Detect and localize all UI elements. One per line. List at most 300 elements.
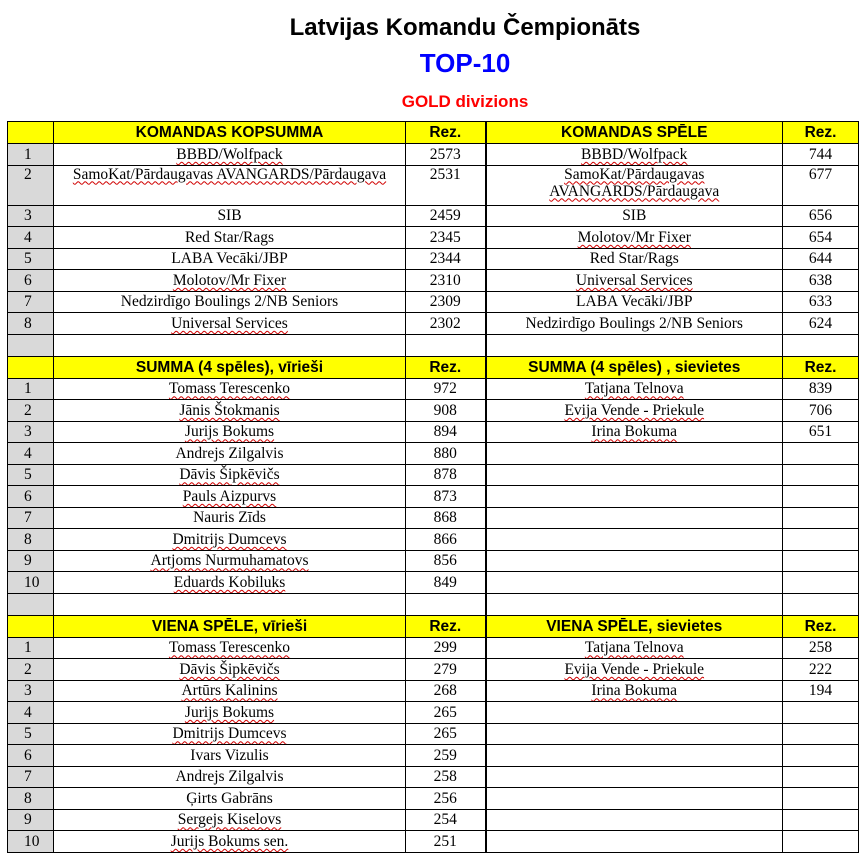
- left-value-cell: [406, 227, 486, 249]
- right-name-cell: [486, 723, 783, 745]
- right-name-cell-text: LABA Vecāki/JBP: [576, 293, 693, 311]
- rank-cell: [8, 464, 54, 486]
- left-name-cell: [54, 809, 406, 831]
- right-name-cell: [486, 313, 783, 335]
- rank-cell-text: 4: [24, 228, 32, 246]
- section-header-row: [8, 356, 859, 378]
- left-name-cell-text: Dāvis Šipkēvičs: [179, 466, 280, 484]
- left-rez-header-text: Rez.: [429, 358, 462, 376]
- right-value-cell-text: 651: [808, 423, 833, 441]
- right-name-cell-text: Irina Bokuma: [591, 682, 678, 700]
- right-name-cell-text: Red Star/Rags: [589, 250, 679, 268]
- rank-cell-text: 8: [24, 789, 32, 807]
- table-row: [8, 572, 859, 594]
- table-row: [8, 550, 859, 572]
- table-row: [8, 529, 859, 551]
- right-value-cell: [783, 659, 859, 681]
- right-value-cell: [783, 400, 859, 422]
- rank-cell-text: 7: [24, 509, 32, 527]
- table-row: [8, 702, 859, 724]
- left-name-cell-text: Artūrs Kalinins: [181, 682, 278, 700]
- rank-cell: [8, 507, 54, 529]
- rank-cell: [8, 313, 54, 335]
- value-cell: [783, 593, 859, 615]
- rank-cell-text: 10: [24, 832, 40, 850]
- left-name-cell-text: Jurijs Bokums: [184, 703, 275, 721]
- rank-cell: [8, 291, 54, 313]
- left-name-cell-text: Eduards Kobiluks: [173, 573, 286, 591]
- left-value-cell-text: 268: [433, 682, 457, 700]
- right-value-cell: [783, 443, 859, 465]
- right-value-cell: [783, 421, 859, 443]
- right-name-cell: [486, 443, 783, 465]
- left-value-cell-text: 880: [433, 444, 457, 462]
- right-header-text: SUMMA (4 spēles) , sievietes: [528, 358, 741, 376]
- right-value-cell: [783, 205, 859, 227]
- left-header: [54, 356, 406, 378]
- rank-cell: [8, 702, 54, 724]
- right-name-cell-text: Universal Services: [575, 271, 693, 289]
- left-header: [54, 122, 406, 144]
- rank-cell-text: 9: [24, 552, 32, 570]
- right-value-cell: [783, 809, 859, 831]
- rank-cell: [8, 550, 54, 572]
- left-value-cell-text: 251: [433, 832, 457, 850]
- right-rez-header-text: Rez.: [804, 617, 837, 635]
- right-value-cell: [783, 486, 859, 508]
- right-name-cell-text: Molotov/Mr Fixer: [577, 228, 691, 246]
- left-name-cell-text: Tomass Terescenko: [168, 380, 291, 398]
- value-cell: [406, 334, 486, 356]
- rank-cell: [8, 378, 54, 400]
- left-value-cell: [406, 486, 486, 508]
- left-name-cell-text: Jānis Štokmanis: [179, 401, 280, 419]
- rank-cell: [8, 788, 54, 810]
- left-value-cell: [406, 680, 486, 702]
- left-name-cell-text: Nedzirdīgo Boulings 2/NB Seniors: [120, 293, 339, 311]
- rank-cell: [8, 205, 54, 227]
- results-table: [7, 121, 859, 853]
- left-name-cell: [54, 529, 406, 551]
- left-name-cell-text: Andrejs Zilgalvis: [175, 444, 284, 462]
- left-name-cell-text: Dmitrijs Dumcevs: [172, 530, 287, 548]
- left-value-cell-text: 256: [433, 789, 457, 807]
- right-name-cell: [486, 809, 783, 831]
- right-name-cell: [486, 421, 783, 443]
- left-name-cell-text: Dmitrijs Dumcevs: [172, 725, 287, 743]
- right-name-cell: [486, 680, 783, 702]
- table-row: [8, 313, 859, 335]
- left-name-cell-text: Pauls Aizpurvs: [182, 487, 277, 505]
- left-value-cell-text: 2531: [429, 165, 461, 183]
- right-value-cell-text: 677: [808, 165, 833, 183]
- right-rez-header: [783, 122, 859, 144]
- left-rez-header-text: Rez.: [429, 617, 462, 635]
- left-rez-header: [406, 356, 486, 378]
- section-header-row: [8, 615, 859, 637]
- left-value-cell-text: 894: [433, 423, 457, 441]
- right-name-cell: [486, 745, 783, 767]
- rank-cell: [8, 486, 54, 508]
- rank-cell-text: 1: [24, 639, 32, 657]
- right-value-cell: [783, 831, 859, 853]
- table-row: [8, 464, 859, 486]
- rank-cell: [8, 593, 54, 615]
- left-name-cell-text: Tomass Terescenko: [168, 639, 291, 657]
- rank-cell: [8, 270, 54, 292]
- left-value-cell-text: 279: [433, 660, 457, 678]
- right-value-cell: [783, 165, 859, 205]
- rank-cell-text: 7: [24, 768, 32, 786]
- right-name-cell: [486, 270, 783, 292]
- right-name-cell-text: SamoKat/Pārdaugavas AVANGARDS/Pārdaugava: [549, 165, 720, 200]
- left-name-cell: [54, 702, 406, 724]
- rank-cell-text: 3: [24, 423, 32, 441]
- left-name-cell: [54, 788, 406, 810]
- left-name-cell: [54, 572, 406, 594]
- right-name-cell-text: Evija Vende - Priekule: [564, 660, 705, 678]
- left-value-cell-text: 2302: [429, 314, 461, 332]
- rank-cell: [8, 766, 54, 788]
- page-title: Latvijas Komandu Čempionāts: [289, 14, 641, 41]
- right-name-cell: [486, 291, 783, 313]
- right-name-cell-text: Tatjana Telnova: [584, 380, 684, 398]
- left-header-text: VIENA SPĒLE, vīrieši: [151, 617, 308, 635]
- rank-cell: [8, 809, 54, 831]
- rank-cell-text: 7: [24, 293, 32, 311]
- left-value-cell: [406, 144, 486, 166]
- right-header: [486, 356, 783, 378]
- left-value-cell: [406, 831, 486, 853]
- left-value-cell-text: 259: [433, 746, 457, 764]
- rank-cell-text: 6: [24, 746, 32, 764]
- right-value-cell: [783, 248, 859, 270]
- right-name-cell: [486, 766, 783, 788]
- left-name-cell: [54, 507, 406, 529]
- right-value-cell-text: 654: [808, 228, 833, 246]
- left-name-cell: [54, 680, 406, 702]
- right-value-cell: [783, 144, 859, 166]
- right-value-cell-text: 744: [808, 145, 833, 163]
- left-name-cell: [54, 313, 406, 335]
- rank-cell-text: 3: [24, 682, 32, 700]
- left-value-cell: [406, 766, 486, 788]
- right-value-cell: [783, 227, 859, 249]
- right-name-cell: [486, 227, 783, 249]
- left-name-cell-text: Artjoms Nurmuhamatovs: [150, 552, 309, 570]
- right-name-cell: [486, 165, 783, 205]
- left-value-cell: [406, 165, 486, 205]
- right-value-cell-text: 706: [808, 401, 833, 419]
- name-cell: [486, 593, 783, 615]
- left-value-cell-text: 873: [433, 487, 457, 505]
- left-name-cell-text: Ivars Vizulis: [190, 746, 269, 764]
- right-rez-header-text: Rez.: [804, 124, 837, 141]
- rank-cell-text: 6: [24, 271, 32, 289]
- right-value-cell: [783, 529, 859, 551]
- right-name-cell: [486, 637, 783, 659]
- section-header-row: [8, 122, 859, 144]
- right-value-cell: [783, 766, 859, 788]
- table-row: [8, 723, 859, 745]
- rank-cell: [8, 443, 54, 465]
- table-row: [8, 809, 859, 831]
- right-value-cell: [783, 788, 859, 810]
- right-name-cell: [486, 378, 783, 400]
- rank-cell: [8, 659, 54, 681]
- right-name-cell: [486, 507, 783, 529]
- table-row: [8, 144, 859, 166]
- rank-cell: [8, 144, 54, 166]
- rank-cell-text: 3: [24, 207, 32, 225]
- right-name-cell: [486, 205, 783, 227]
- header-rank-cell: [8, 122, 54, 144]
- right-value-cell: [783, 291, 859, 313]
- right-rez-header: [783, 356, 859, 378]
- rank-cell: [8, 334, 54, 356]
- left-value-cell: [406, 421, 486, 443]
- rank-cell-text: 1: [24, 380, 32, 398]
- left-header-text: KOMANDAS KOPSUMMA: [135, 124, 324, 141]
- table-row: [8, 248, 859, 270]
- left-value-cell: [406, 378, 486, 400]
- rank-cell: [8, 680, 54, 702]
- rank-cell: [8, 637, 54, 659]
- left-value-cell: [406, 464, 486, 486]
- left-name-cell: [54, 831, 406, 853]
- right-value-cell: [783, 723, 859, 745]
- left-name-cell: [54, 205, 406, 227]
- right-value-cell-text: 839: [808, 380, 833, 398]
- name-cell: [486, 334, 783, 356]
- rank-cell: [8, 227, 54, 249]
- rank-cell: [8, 421, 54, 443]
- name-cell: [54, 593, 406, 615]
- right-value-cell-text: 638: [808, 271, 833, 289]
- left-value-cell: [406, 637, 486, 659]
- right-value-cell: [783, 313, 859, 335]
- right-name-cell: [486, 550, 783, 572]
- left-value-cell-text: 2310: [429, 271, 461, 289]
- right-value-cell: [783, 745, 859, 767]
- left-name-cell: [54, 464, 406, 486]
- left-value-cell-text: 878: [433, 466, 457, 484]
- rank-cell-text: 4: [24, 703, 32, 721]
- left-value-cell: [406, 659, 486, 681]
- right-header-text: KOMANDAS SPĒLE: [561, 124, 708, 141]
- section-spacer-row: [8, 593, 859, 615]
- rank-cell: [8, 831, 54, 853]
- value-cell: [783, 334, 859, 356]
- left-name-cell-text: Sergejs Kiselovs: [177, 811, 282, 829]
- left-value-cell: [406, 443, 486, 465]
- header-rank-cell: [8, 615, 54, 637]
- right-name-cell: [486, 659, 783, 681]
- table-row: [8, 659, 859, 681]
- rank-cell: [8, 165, 54, 205]
- division-label: GOLD divizions: [401, 92, 529, 111]
- left-value-cell: [406, 400, 486, 422]
- left-name-cell: [54, 291, 406, 313]
- right-name-cell: [486, 144, 783, 166]
- name-cell: [54, 334, 406, 356]
- left-name-cell-text: Nauris Zīds: [193, 509, 266, 527]
- left-name-cell: [54, 550, 406, 572]
- right-name-cell: [486, 486, 783, 508]
- rank-cell-text: 9: [24, 811, 32, 829]
- left-rez-header: [406, 615, 486, 637]
- left-name-cell: [54, 144, 406, 166]
- left-name-cell: [54, 400, 406, 422]
- right-value-cell: [783, 464, 859, 486]
- right-name-cell: [486, 572, 783, 594]
- right-value-cell-text: 633: [808, 293, 833, 311]
- right-name-cell-text: Irina Bokuma: [591, 423, 678, 441]
- right-value-cell-text: 624: [808, 314, 833, 332]
- left-name-cell-text: Jurijs Bokums sen.: [170, 832, 289, 850]
- right-name-cell: [486, 400, 783, 422]
- right-name-cell: [486, 831, 783, 853]
- right-name-cell: [486, 464, 783, 486]
- left-name-cell-text: Molotov/Mr Fixer: [172, 271, 287, 289]
- left-value-cell-text: 908: [433, 401, 457, 419]
- rank-cell-text: 5: [24, 725, 32, 743]
- left-name-cell-text: Universal Services: [171, 314, 288, 332]
- rank-cell: [8, 723, 54, 745]
- left-value-cell-text: 2309: [429, 293, 461, 311]
- left-name-cell: [54, 270, 406, 292]
- table-row: [8, 507, 859, 529]
- left-value-cell: [406, 572, 486, 594]
- left-rez-header-text: Rez.: [429, 124, 462, 141]
- table-row: [8, 165, 859, 205]
- right-name-cell: [486, 788, 783, 810]
- rank-cell: [8, 745, 54, 767]
- left-header-text: SUMMA (4 spēles), vīrieši: [135, 358, 324, 376]
- left-value-cell-text: 972: [433, 380, 457, 398]
- table-row: [8, 680, 859, 702]
- left-name-cell: [54, 766, 406, 788]
- left-value-cell-text: 265: [433, 703, 457, 721]
- right-header: [486, 615, 783, 637]
- right-header-text: VIENA SPĒLE, sievietes: [546, 617, 723, 635]
- rank-cell-text: 5: [24, 466, 32, 484]
- rank-cell-text: 4: [24, 444, 32, 462]
- left-value-cell: [406, 205, 486, 227]
- right-value-cell: [783, 637, 859, 659]
- left-name-cell: [54, 378, 406, 400]
- page-subtitle: TOP-10: [419, 48, 511, 78]
- table-row: [8, 378, 859, 400]
- left-value-cell: [406, 248, 486, 270]
- left-name-cell: [54, 443, 406, 465]
- left-name-cell-text: SIB: [217, 207, 242, 225]
- right-value-cell: [783, 680, 859, 702]
- left-value-cell: [406, 550, 486, 572]
- rank-cell-text: 2: [24, 401, 32, 419]
- left-value-cell: [406, 809, 486, 831]
- table-row: [8, 766, 859, 788]
- left-value-cell-text: 258: [433, 768, 457, 786]
- right-header: [486, 122, 783, 144]
- left-value-cell-text: 2573: [429, 145, 461, 163]
- right-name-cell-text: SIB: [622, 207, 647, 225]
- table-row: [8, 637, 859, 659]
- left-value-cell-text: 2345: [429, 228, 461, 246]
- table-row: [8, 227, 859, 249]
- left-value-cell: [406, 313, 486, 335]
- right-value-cell-text: 644: [808, 250, 833, 268]
- right-value-cell-text: 656: [808, 207, 833, 225]
- right-name-cell: [486, 702, 783, 724]
- table-row: [8, 788, 859, 810]
- rank-cell: [8, 529, 54, 551]
- left-name-cell: [54, 659, 406, 681]
- left-value-cell-text: 2459: [429, 207, 461, 225]
- left-name-cell-text: Andrejs Zilgalvis: [175, 768, 284, 786]
- table-row: [8, 291, 859, 313]
- right-value-cell-text: 194: [808, 682, 833, 700]
- right-name-cell: [486, 529, 783, 551]
- left-header: [54, 615, 406, 637]
- left-name-cell-text: Dāvis Šipkēvičs: [179, 660, 280, 678]
- rank-cell-text: 2: [24, 660, 32, 678]
- left-name-cell-text: LABA Vecāki/JBP: [171, 250, 288, 268]
- table-row: [8, 421, 859, 443]
- left-value-cell-text: 856: [433, 552, 457, 570]
- table-row: [8, 831, 859, 853]
- table-row: [8, 443, 859, 465]
- left-value-cell-text: 299: [433, 639, 457, 657]
- header-rank-cell: [8, 356, 54, 378]
- left-name-cell-text: Ģirts Gabrāns: [186, 789, 273, 807]
- left-value-cell-text: 2344: [429, 250, 461, 268]
- value-cell: [406, 593, 486, 615]
- left-name-cell: [54, 421, 406, 443]
- right-value-cell-text: 222: [808, 660, 833, 678]
- left-value-cell: [406, 723, 486, 745]
- table-row: [8, 400, 859, 422]
- left-value-cell: [406, 702, 486, 724]
- left-name-cell: [54, 486, 406, 508]
- right-value-cell: [783, 378, 859, 400]
- table-row: [8, 270, 859, 292]
- left-rez-header: [406, 122, 486, 144]
- left-value-cell-text: 868: [433, 509, 457, 527]
- left-name-cell: [54, 165, 406, 205]
- rank-cell: [8, 400, 54, 422]
- left-value-cell: [406, 291, 486, 313]
- rank-cell-text: 6: [24, 487, 32, 505]
- left-name-cell: [54, 227, 406, 249]
- rank-cell-text: 1: [24, 145, 32, 163]
- left-value-cell: [406, 788, 486, 810]
- left-name-cell-text: Red Star/Rags: [184, 228, 275, 246]
- left-value-cell: [406, 270, 486, 292]
- table-row: [8, 205, 859, 227]
- rank-cell-text: 8: [24, 530, 32, 548]
- left-name-cell: [54, 637, 406, 659]
- right-name-cell: [486, 248, 783, 270]
- left-value-cell-text: 866: [433, 530, 457, 548]
- right-value-cell: [783, 270, 859, 292]
- left-value-cell-text: 849: [433, 573, 457, 591]
- left-name-cell-text: Jurijs Bokums: [184, 423, 275, 441]
- table-row: [8, 486, 859, 508]
- right-value-cell: [783, 507, 859, 529]
- section-spacer-row: [8, 334, 859, 356]
- rank-cell-text: 2: [24, 165, 32, 183]
